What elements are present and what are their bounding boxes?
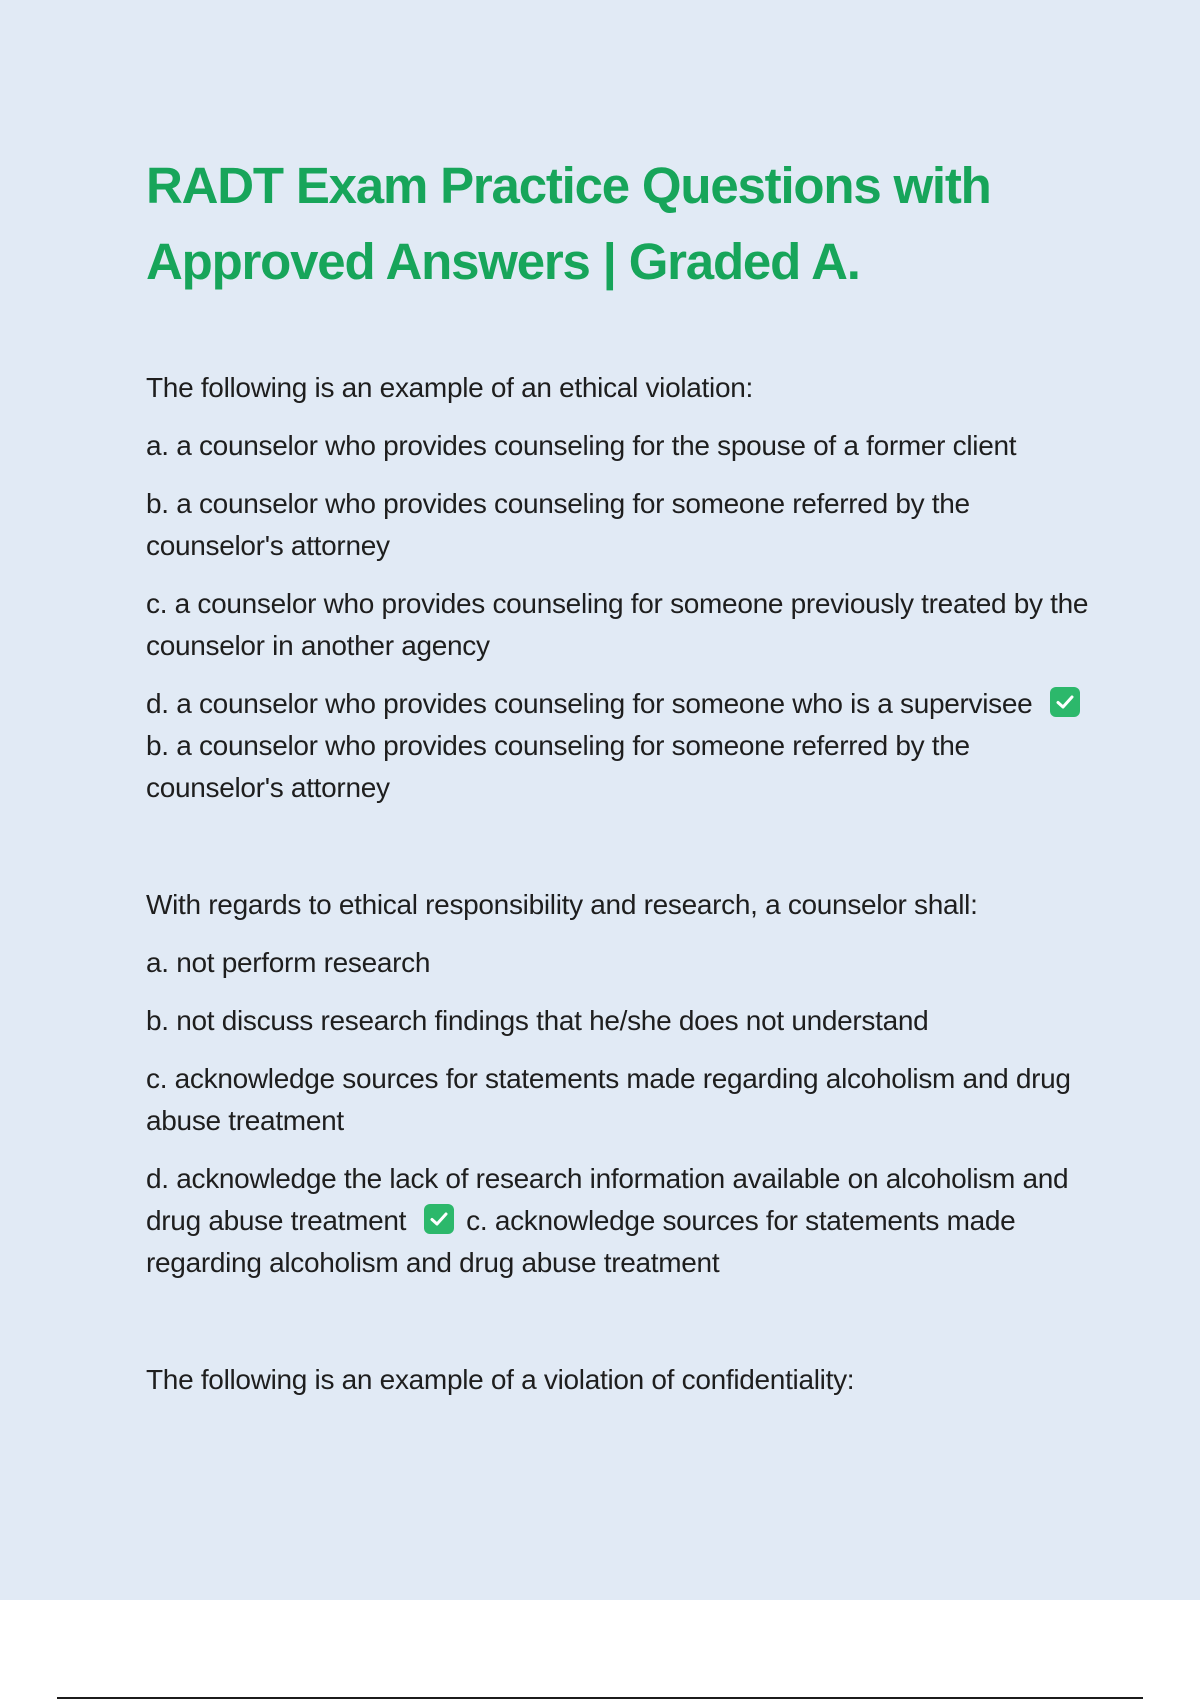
- correct-answer: c. acknowledge sources for statements made regarding alcoholism and drug abuse treatment: [146, 1205, 1016, 1278]
- answer-option-d: d. a counselor who provides counseling for someone who is a supervisee: [146, 688, 1033, 719]
- answer-option-a: a. a counselor who provides counseling for the spouse of a former client: [146, 430, 1017, 461]
- answer-option-c: c. acknowledge sources for statements made regarding alcoholism and drug abuse treatment: [146, 1063, 1071, 1136]
- document-content: [146, 148, 1096, 1417]
- check-mark-icon: [1050, 687, 1080, 717]
- answer-option-a: a. not perform research: [146, 947, 431, 978]
- footer-divider: [57, 1697, 1143, 1699]
- answer-option-d-with-answer: [146, 1158, 1096, 1284]
- question-list: [146, 367, 1096, 1401]
- answer-option-d: d. acknowledge the lack of research information available on alcoholism and drug abuse treatment: [146, 1163, 1069, 1236]
- question-2: [146, 884, 1096, 1284]
- check-mark-icon: [424, 1204, 454, 1234]
- question-1: [146, 367, 1096, 809]
- answer-option-b: b. a counselor who provides counseling for someone referred by the counselor's attorney: [146, 488, 970, 561]
- question-stem: The following is an example of an ethical violation:: [146, 372, 753, 403]
- correct-answer: b. a counselor who provides counseling for someone referred by the counselor's attorney: [146, 730, 970, 803]
- question-stem: With regards to ethical responsibility and research, a counselor shall:: [146, 889, 978, 920]
- question-3: [146, 1359, 1096, 1401]
- answer-option-c: c. a counselor who provides counseling for someone previously treated by the counselor in another agency: [146, 588, 1089, 661]
- document-title: RADT Exam Practice Questions with Approved Answers | Graded A.: [146, 157, 991, 290]
- question-stem: The following is an example of a violation of confidentiality:: [146, 1364, 855, 1395]
- answer-option-b: b. not discuss research findings that he/she does not understand: [146, 1005, 929, 1036]
- answer-option-d-with-answer: [146, 683, 1096, 809]
